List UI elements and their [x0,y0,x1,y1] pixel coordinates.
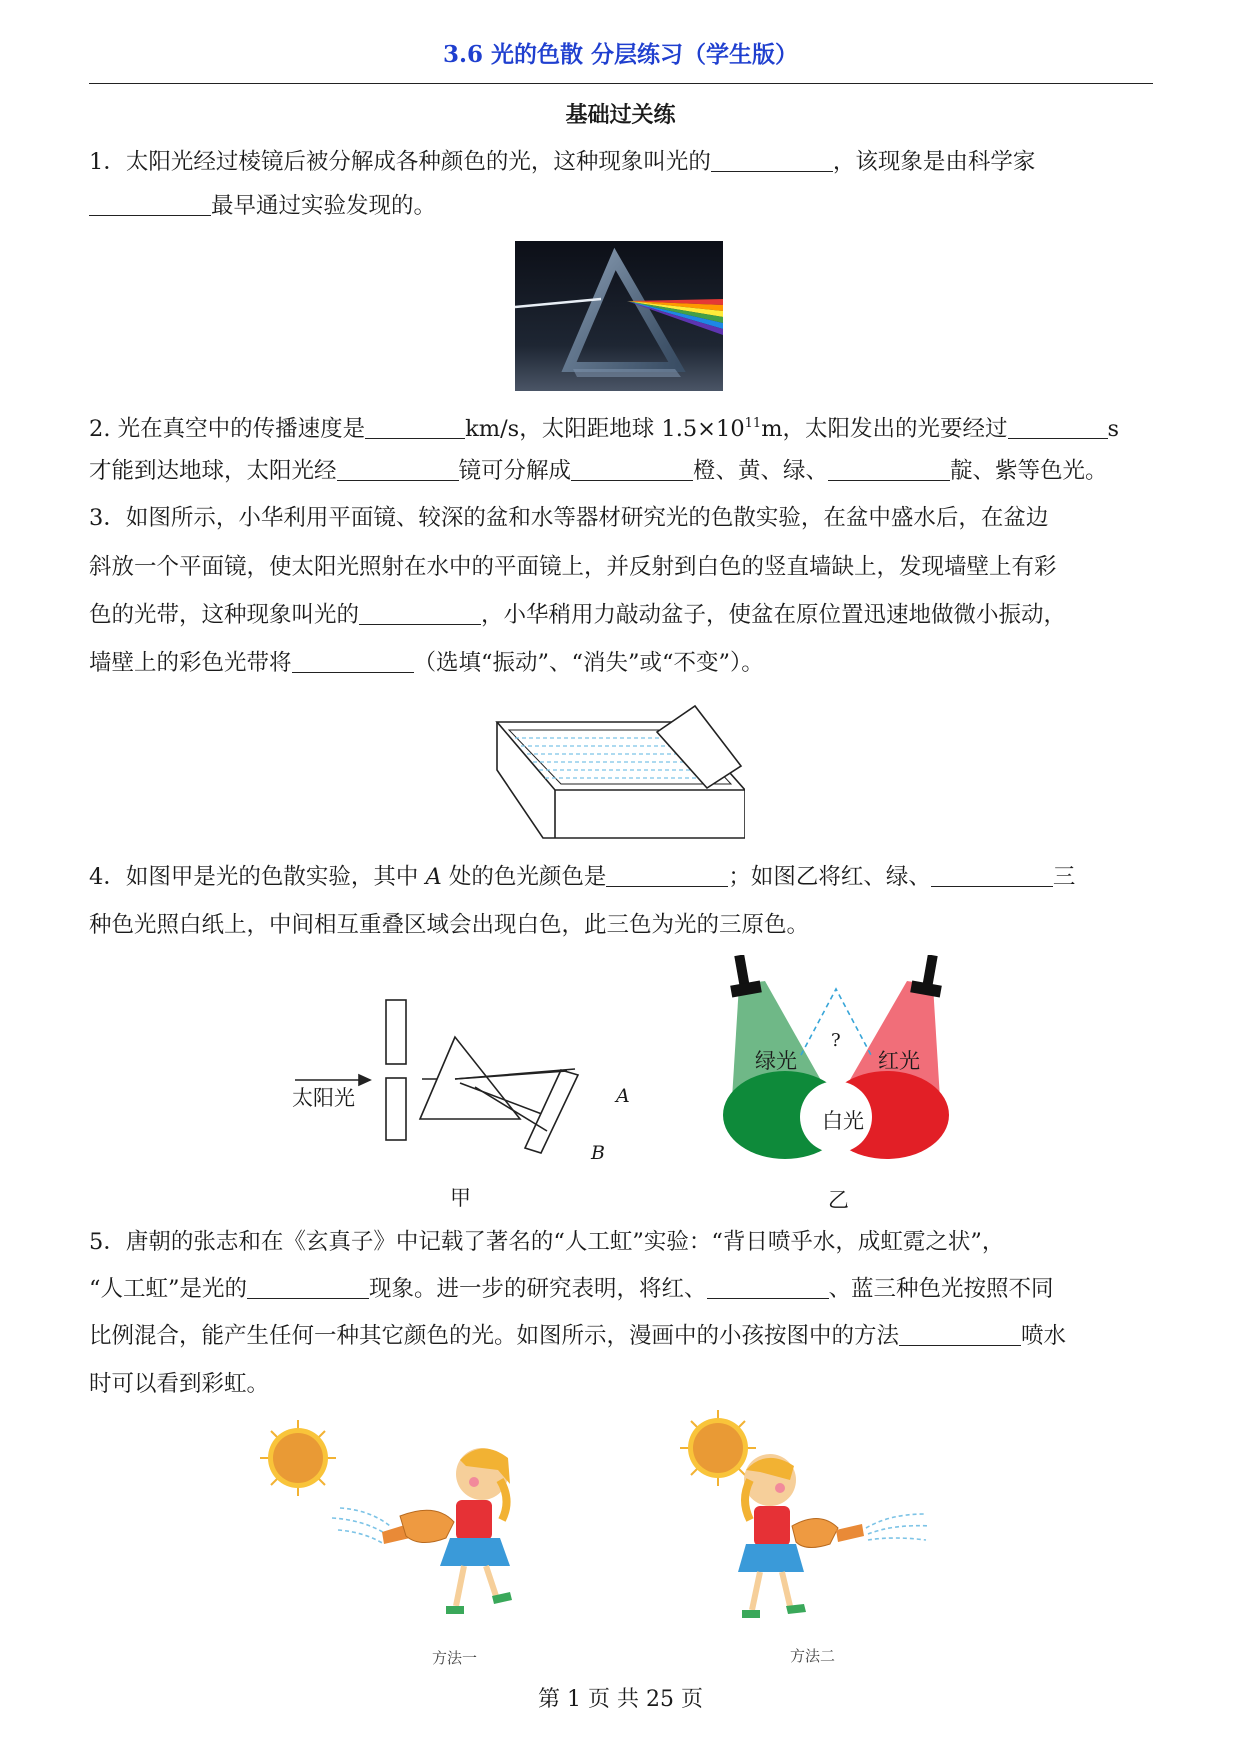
q2-text: 靛、紫等色光。 [950,458,1108,484]
q5-text: “人工虹”是光的 [89,1276,248,1302]
q4-text: ；如图乙将红、绿、 [728,864,931,890]
q5-text: 、蓝三种色光按照不同 [828,1276,1054,1302]
label-a: A [616,1085,630,1107]
method-one-cartoon [260,1420,540,1650]
q5-text: 现象。进一步的研究表明，将红、 [369,1276,707,1302]
figure-yi-caption: 乙 [828,1188,849,1212]
answer-blank[interactable] [359,602,481,625]
answer-blank[interactable] [828,458,950,481]
exponent: 11 [744,416,762,431]
q4-text: 4．如图甲是光的色散实验，其中 [89,864,426,890]
point-a-label: A [425,864,442,890]
q2-text: 橙、黄、绿、 [693,458,829,484]
q4-text: 处的色光颜色是 [441,864,607,890]
figure-jia-caption: 甲 [450,1186,471,1210]
q5-text: 喷水 [1021,1323,1067,1349]
q3-text: 墙壁上的彩色光带将 [89,650,292,676]
q1-text: 1．太阳光经过棱镜后被分解成各种颜色的光，这种现象叫光的 [89,149,711,175]
q2-text: 镜可分解成 [458,458,572,484]
method-two-caption: 方法二 [790,1647,836,1665]
method-two-cartoon [680,1410,980,1640]
q5-text: 比例混合，能产生任何一种其它颜色的光。如图所示，漫画中的小孩按图中的方法 [89,1323,900,1349]
answer-blank[interactable] [606,864,728,887]
q4-line-2: 种色光照白纸上，中间相互重叠区域会出现白色，此三色为光的三原色。 [89,912,810,938]
q3-text: 色的光带，这种现象叫光的 [89,602,360,628]
q2-text: km/s，太阳距地球 1.5×10 [465,416,745,442]
q2-line-1 [89,409,1119,444]
q5-line-4: 时可以看到彩虹。 [89,1371,270,1397]
section-title: 基础过关练 [565,102,676,128]
answer-blank[interactable] [365,416,465,439]
q3-line-4 [89,648,764,678]
method-one-caption: 方法一 [432,1649,478,1667]
page-number: 第 1 页 共 25 页 [538,1687,703,1712]
q4-line-1 [89,862,1075,892]
q4-text: 三 [1052,864,1076,890]
q3-text: （选填“振动”、“消失”或“不变”）。 [413,650,764,676]
answer-blank[interactable] [247,1276,369,1299]
q3-text: ，小华稍用力敲动盆子，使盆在原位置迅速地做微小振动， [481,602,1067,628]
q2-text: s [1107,416,1120,442]
q3-line-1: 3．如图所示，小华利用平面镜、较深的盆和水等器材研究光的色散实验，在盆中盛水后，在盆边 [89,505,1049,531]
header-divider [89,83,1153,84]
q2-text: 2. 光在真空中的传播速度是 [89,416,366,442]
q1-line-1 [89,147,1035,177]
answer-blank[interactable] [707,1276,829,1299]
q3-line-3 [89,600,1066,630]
primary-colors-diagram [715,955,960,1170]
answer-blank[interactable] [711,149,833,172]
answer-blank[interactable] [931,864,1053,887]
q2-text: m，太阳发出的光要经过 [761,416,1008,442]
answer-blank[interactable] [292,650,414,673]
q1-text: 最早通过实验发现的。 [211,193,437,219]
q3-line-2: 斜放一个平面镜，使太阳光照射在水中的平面镜上，并反射到白色的竖直墙缺上，发现墙壁上有彩 [89,554,1057,580]
answer-blank[interactable] [337,458,459,481]
answer-blank[interactable] [89,193,211,216]
white-light-label: 白光 [822,1109,864,1133]
prism-photo [515,241,723,391]
q5-line-1: 5．唐朝的张志和在《玄真子》中记载了著名的“人工虹”实验：“背日喷乎水，成虹霓之状”， [89,1229,1005,1255]
q2-text: 才能到达地球，太阳光经 [89,458,337,484]
label-b: B [591,1142,605,1164]
answer-blank[interactable] [1008,416,1108,439]
q5-line-3 [89,1321,1066,1351]
sun-icon [260,1420,336,1496]
green-light-label: 绿光 [755,1049,797,1073]
page-title: 3.6 光的色散 分层练习（学生版） [442,41,799,68]
q1-text: ，该现象是由科学家 [832,149,1036,175]
basin-mirror-figure [495,700,745,840]
answer-blank[interactable] [571,458,693,481]
q1-line-2 [89,191,436,221]
answer-blank[interactable] [899,1323,1021,1346]
q2-line-2 [89,456,1108,486]
question-mark: ? [831,1030,841,1051]
q5-line-2 [89,1274,1054,1304]
sunlight-label: 太阳光 [292,1086,355,1110]
red-light-label: 红光 [878,1049,920,1073]
